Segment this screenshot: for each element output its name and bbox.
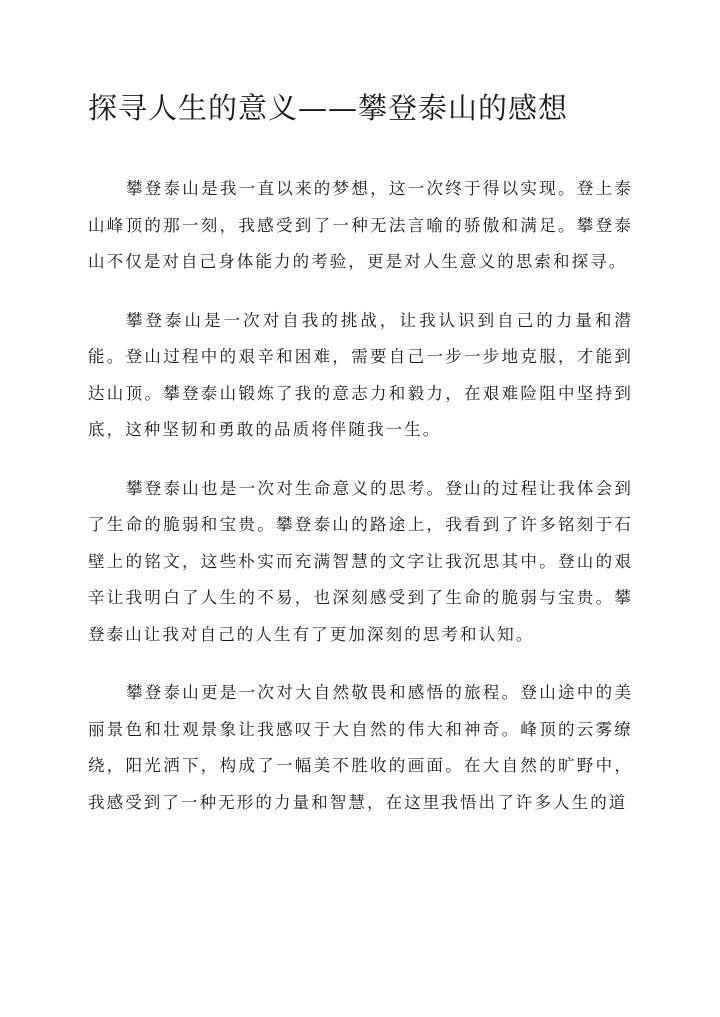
paragraph-2: 攀登泰山是一次对自我的挑战，让我认识到自己的力量和潜能。登山过程中的艰辛和困难，需要自己一步一步地克服，才能到达山顶。攀登泰山锻炼了我的意志力和毅力，在艰难险阻中坚持到底，这种坚韧和勇敢的品质将伴随我一生。 [88,310,633,439]
paragraph-3: 攀登泰山也是一次对生命意义的思考。登山的过程让我体会到了生命的脆弱和宝贵。攀登泰山的路途上，我看到了许多铭刻于石壁上的铭文，这些朴实而充满智慧的文字让我沉思其中。登山的艰辛让我明白了人生的不易，也深刻感受到了生命的脆弱与宝贵。攀登泰山让我对自己的人生有了更加深刻的思考和认知。 [88,478,633,644]
document-body [88,171,633,843]
document-title: 探寻人生的意义——攀登泰山的感想 [88,91,569,125]
paragraph-4: 攀登泰山更是一次对大自然敬畏和感悟的旅程。登山途中的美丽景色和壮观景象让我感叹于大自然的伟大和神奇。峰顶的云雾缭绕，阳光洒下，构成了一幅美不胜收的画面。在大自然的旷野中，我感受到了一种无形的力量和智慧，在这里我悟出了许多人生的道 [88,683,633,812]
paragraph-1: 攀登泰山是我一直以来的梦想，这一次终于得以实现。登上泰山峰顶的那一刻，我感受到了一种无法言喻的骄傲和满足。攀登泰山不仅是对自己身体能力的考验，更是对人生意义的思索和探寻。 [88,179,633,271]
